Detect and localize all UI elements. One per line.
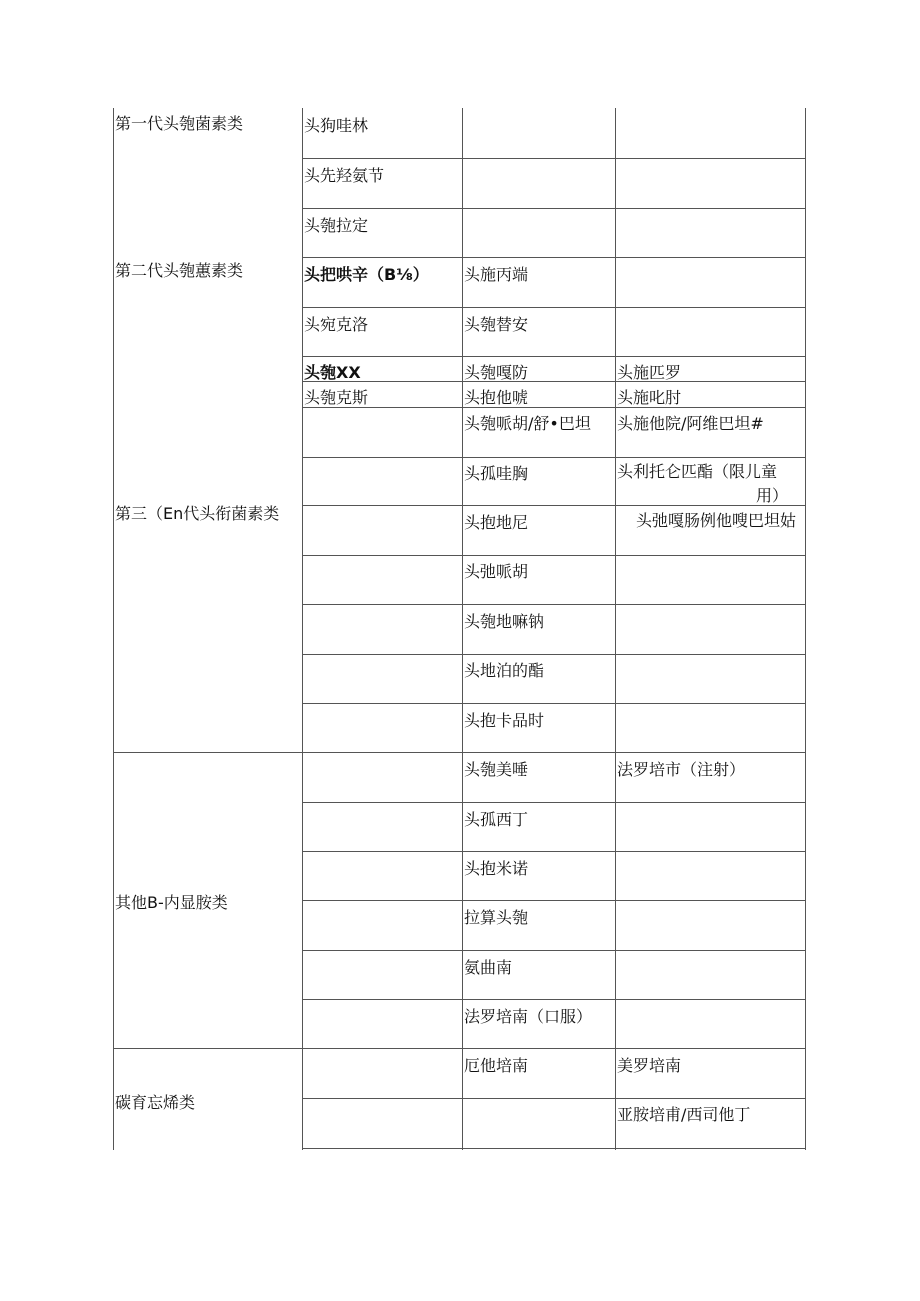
group-divider bbox=[113, 1048, 805, 1049]
column-divider bbox=[462, 108, 463, 1150]
drug-name: 头抱他唬 bbox=[464, 388, 529, 407]
drug-name: 头孤哇胸 bbox=[464, 464, 529, 483]
drug-name: 头抱米诺 bbox=[464, 859, 529, 878]
row-divider bbox=[302, 851, 805, 852]
drug-name: 厄他培南 bbox=[464, 1056, 529, 1075]
row-divider bbox=[302, 900, 805, 901]
category-label: 其他B-内显胺类 bbox=[115, 893, 228, 912]
table-border-bottom bbox=[302, 1148, 805, 1149]
drug-name: 头施丙端 bbox=[464, 265, 529, 284]
row-divider bbox=[302, 950, 805, 951]
drug-name: 头施他院/阿维巴坦# bbox=[617, 414, 764, 433]
row-divider bbox=[302, 654, 805, 655]
row-divider bbox=[302, 802, 805, 803]
row-divider bbox=[302, 307, 805, 308]
table-border-left bbox=[113, 108, 114, 1150]
drug-name: 头匏拉定 bbox=[304, 216, 369, 235]
drug-name: 头狗哇林 bbox=[304, 116, 369, 135]
drug-name: 法罗培市（注射） bbox=[617, 760, 746, 779]
drug-name: 头先羟氨节 bbox=[304, 166, 385, 185]
drug-name: 头弛嘎肠例他嗖巴坦姑 bbox=[636, 511, 797, 530]
drug-name: 头匏XX bbox=[304, 363, 361, 382]
drug-name: 头把哄辛（B⅛） bbox=[304, 265, 429, 284]
drug-name: 美罗培南 bbox=[617, 1056, 682, 1075]
row-divider bbox=[302, 158, 805, 159]
row-divider bbox=[302, 555, 805, 556]
drug-name: 头施叱肘 bbox=[617, 388, 682, 407]
drug-name: 头匏克斯 bbox=[304, 388, 369, 407]
row-divider bbox=[302, 604, 805, 605]
column-divider bbox=[302, 108, 303, 1150]
category-label: 碳育忘烯类 bbox=[115, 1093, 196, 1112]
drug-name: 头抱地尼 bbox=[464, 513, 529, 532]
drug-name: 头匏美唾 bbox=[464, 760, 529, 779]
drug-name: 头匏地嘛钠 bbox=[464, 612, 545, 631]
drug-name: 亚胺培甫/西司他丁 bbox=[617, 1105, 751, 1124]
drug-name: 头匏替安 bbox=[464, 315, 529, 334]
drug-name: 拉算头匏 bbox=[464, 908, 529, 927]
drug-name: 氨曲南 bbox=[464, 958, 513, 977]
column-divider bbox=[615, 108, 616, 1150]
row-divider bbox=[302, 457, 805, 458]
row-divider bbox=[302, 407, 805, 408]
drug-name: 头弛哌胡 bbox=[464, 562, 529, 581]
category-label: 第二代头匏蕙素类 bbox=[115, 261, 244, 280]
drug-name: 头匏嘎防 bbox=[464, 363, 529, 382]
row-divider bbox=[302, 381, 805, 382]
drug-name: 头孤西丁 bbox=[464, 810, 529, 829]
drug-name: 用） bbox=[756, 486, 789, 505]
row-divider bbox=[302, 999, 805, 1000]
drug-name: 头宛克洛 bbox=[304, 315, 369, 334]
drug-name: 头利托仑匹酯（限儿童 bbox=[617, 462, 778, 481]
drug-name: 头施匹罗 bbox=[617, 363, 682, 382]
category-label: 第一代头匏菌素类 bbox=[115, 114, 244, 133]
group-divider bbox=[113, 752, 805, 753]
row-divider bbox=[302, 356, 805, 357]
row-divider bbox=[302, 1098, 805, 1099]
drug-name: 头抱卡品时 bbox=[464, 711, 545, 730]
row-divider bbox=[302, 208, 805, 209]
row-divider bbox=[302, 703, 805, 704]
drug-name: 法罗培南（口服） bbox=[464, 1007, 593, 1026]
drug-name: 头地泊的酯 bbox=[464, 661, 545, 680]
table-border-right bbox=[805, 108, 806, 1150]
drug-name: 头匏哌胡/舒•巴坦 bbox=[464, 414, 591, 433]
row-divider bbox=[302, 505, 805, 506]
row-divider bbox=[302, 257, 805, 258]
category-label: 第三（En代头衔菌素类 bbox=[115, 504, 280, 523]
